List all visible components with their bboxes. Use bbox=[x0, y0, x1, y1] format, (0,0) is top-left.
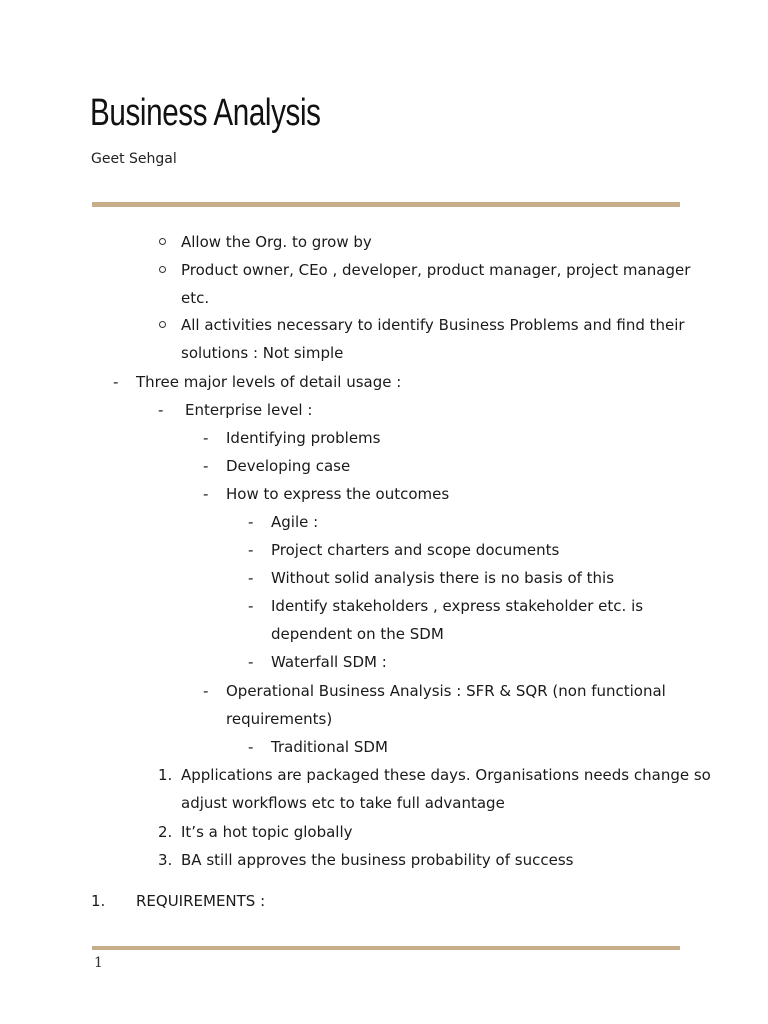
dash-bullet: - bbox=[248, 597, 254, 615]
number-marker: 1. bbox=[91, 892, 106, 910]
number-marker: 2. bbox=[158, 823, 173, 841]
list-item-continuation: solutions : Not simple bbox=[181, 344, 344, 362]
document-title: Business Analysis bbox=[90, 92, 321, 134]
list-item: Enterprise level : bbox=[185, 401, 313, 419]
circle-bullet bbox=[159, 321, 166, 328]
circle-bullet bbox=[159, 238, 166, 245]
list-item: Project charters and scope documents bbox=[271, 541, 560, 559]
list-item: Traditional SDM bbox=[271, 738, 388, 756]
list-item: Operational Business Analysis : SFR & SQR (non functional bbox=[226, 682, 666, 700]
page-number: 1 bbox=[94, 955, 103, 971]
dash-bullet: - bbox=[203, 429, 209, 447]
numbered-item-continuation: adjust workflows etc to take full advantage bbox=[181, 794, 505, 812]
number-marker: 1. bbox=[158, 766, 173, 784]
list-item: Agile : bbox=[271, 513, 319, 531]
numbered-item: It’s a hot topic globally bbox=[181, 823, 353, 841]
header-divider bbox=[92, 202, 680, 207]
list-item: Allow the Org. to grow by bbox=[181, 233, 372, 251]
circle-bullet bbox=[159, 266, 166, 273]
footer-divider bbox=[92, 946, 680, 950]
list-item: How to express the outcomes bbox=[226, 485, 450, 503]
dash-bullet: - bbox=[248, 541, 254, 559]
dash-bullet: - bbox=[248, 738, 254, 756]
number-marker: 3. bbox=[158, 851, 173, 869]
dash-bullet: - bbox=[113, 373, 119, 391]
list-item-continuation: dependent on the SDM bbox=[271, 625, 444, 643]
document-author: Geet Sehgal bbox=[91, 151, 177, 167]
list-item: Identify stakeholders , express stakeholder etc. is bbox=[271, 597, 644, 615]
list-item: Three major levels of detail usage : bbox=[136, 373, 402, 391]
dash-bullet: - bbox=[248, 513, 254, 531]
dash-bullet: - bbox=[203, 682, 209, 700]
dash-bullet: - bbox=[158, 401, 164, 419]
dash-bullet: - bbox=[248, 569, 254, 587]
list-item-continuation: requirements) bbox=[226, 710, 333, 728]
numbered-item: Applications are packaged these days. Organisations needs change so bbox=[181, 766, 711, 784]
list-item: Developing case bbox=[226, 457, 351, 475]
dash-bullet: - bbox=[203, 485, 209, 503]
list-item-continuation: etc. bbox=[181, 289, 210, 307]
dash-bullet: - bbox=[203, 457, 209, 475]
list-item: Product owner, CEo , developer, product manager, project manager bbox=[181, 261, 691, 279]
list-item: Waterfall SDM : bbox=[271, 653, 387, 671]
list-item: Identifying problems bbox=[226, 429, 381, 447]
list-item: Without solid analysis there is no basis of this bbox=[271, 569, 615, 587]
dash-bullet: - bbox=[248, 653, 254, 671]
list-item: All activities necessary to identify Business Problems and find their bbox=[181, 316, 685, 334]
section-heading: REQUIREMENTS : bbox=[136, 892, 266, 910]
numbered-item: BA still approves the business probability of success bbox=[181, 851, 574, 869]
